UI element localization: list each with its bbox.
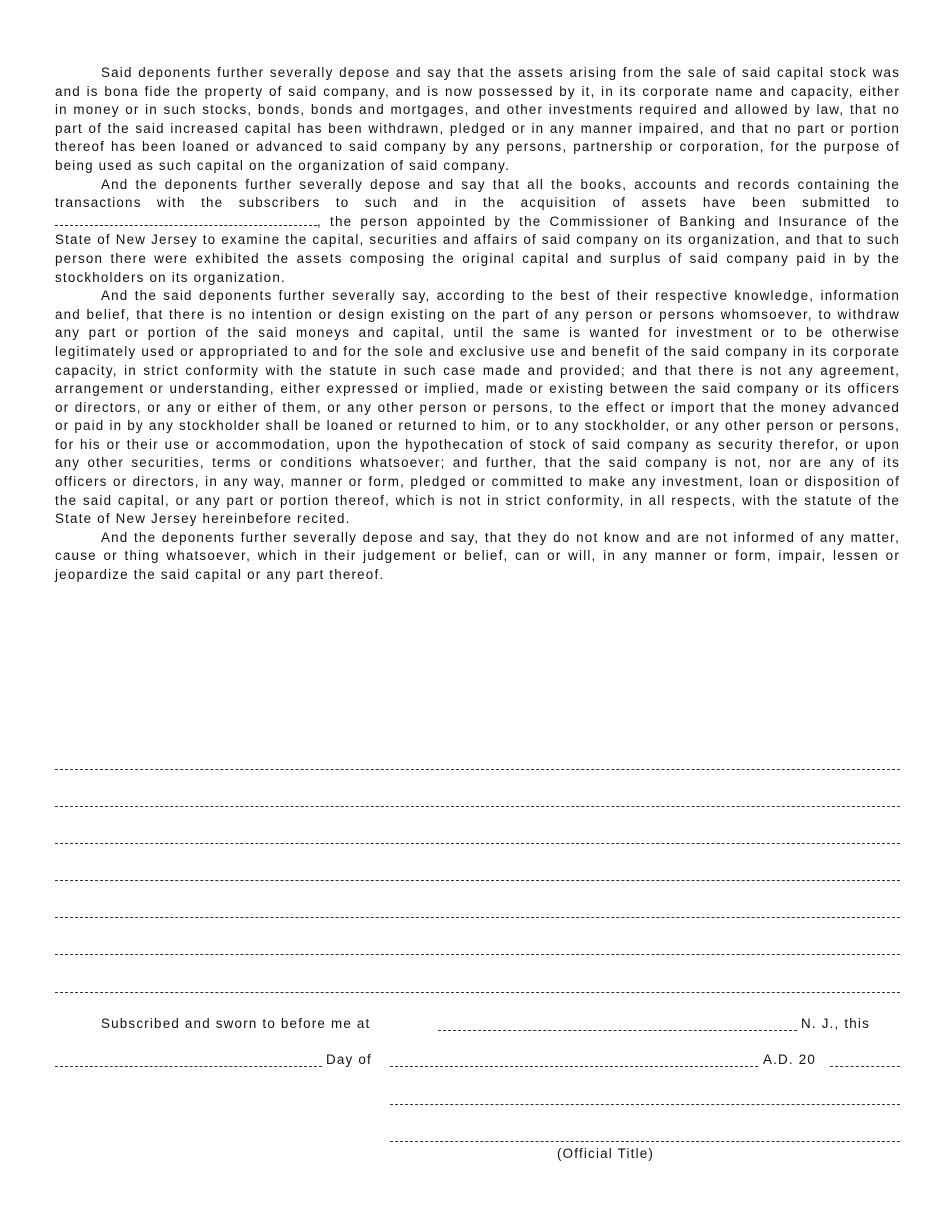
year-blank[interactable]	[830, 1066, 900, 1067]
blank-line[interactable]	[55, 917, 900, 918]
blank-line[interactable]	[55, 806, 900, 807]
examiner-name-blank[interactable]	[55, 214, 317, 226]
paragraph-assets: Said deponents further severally depose and say that the assets arising from the sale of said capital stock was and is bona fide the property of said company, and is now possessed by it, in its corporate name and capacity, either in money or in such stocks, bonds, bonds and mortgages, and other investments required and allowed by law, that no part of the said increased capital has been withdrawn, pledged or in any manner impaired, and that no part or portion thereof has been loaned or advanced to said company by any persons, partnership or corporation, for the purpose of being used as such capital on the organization of said company.	[55, 65, 900, 173]
blank-line[interactable]	[55, 954, 900, 955]
official-title-label: (Official Title)	[557, 1146, 655, 1161]
paragraph-books-records-end: , the person appointed by the Commissioner of Banking and Insurance of the State of New Jersey to examine the capital, securities and affairs of said company on its organization, and that to such person there were exhibited the assets composing the original capital and surplus of said company paid in by the stockholders on its organization.	[55, 213, 900, 285]
paragraph-no-withdrawal: And the said deponents further severally say, according to the best of their respective knowledge, information and belief, that there is no intention or design existing on the part of any person or persons whomsoever, to withdraw any part or portion of the said moneys and capital, until the same is wanted for investment or to be otherwise legitimately used or appropriated to and for the sole and exclusive use and benefit of the said company in its corporate capacity, in strict conformity with the statute in such case made and provided; and that there is not any agreement, arrangement or understanding, either expressed or implied, made or existing between the said company or its officers or directors, or any or either of them, or any other person or persons, to the effect or import that the money advanced or paid in by any stockholder shall be loaned or returned to him, or to any stockholder, or any other person or persons, for his or their use or accommodation, upon the hypothecation of stock of said company as security therefor, or upon any other securities, terms or conditions whatsoever; and further, that the said company is not, nor are any of its officers or directors, in any way, manner or form, pledged or committed to make any investment, loan or disposition of the said capital, or any part or portion thereof, which is not in strict conformity, in all respects, with the statute of the State of New Jersey hereinbefore recited.	[55, 288, 900, 527]
official-title-blank[interactable]	[390, 1141, 900, 1142]
nj-this-label: N. J., this	[801, 1016, 871, 1031]
blank-line[interactable]	[55, 843, 900, 844]
paragraph-no-impairment: And the deponents further severally depose and say, that they do not know and are not informed of any matter, cause or thing whatsoever, which in their judgement or belief, can or will, in any manner or form, impair, lessen or jeopardize the said capital or any part thereof.	[55, 529, 900, 583]
day-blank[interactable]	[55, 1066, 322, 1067]
blank-line[interactable]	[55, 769, 900, 770]
signature-blank[interactable]	[390, 1104, 900, 1105]
day-of-label: Day of	[326, 1052, 372, 1067]
ad-label: A.D. 20	[763, 1052, 817, 1067]
paragraph-books-records-start: And the deponents further severally depose and say that all the books, accounts and records containing the transactions with the subscribers to such and in the acquisition of assets have been submitted to	[55, 176, 900, 211]
affidavit-body	[55, 64, 900, 585]
paragraph-books-records	[55, 176, 900, 288]
location-blank[interactable]	[438, 1030, 797, 1031]
month-blank[interactable]	[390, 1066, 758, 1067]
subscribed-label: Subscribed and sworn to before me at	[101, 1016, 371, 1031]
blank-line[interactable]	[55, 992, 900, 993]
blank-line[interactable]	[55, 880, 900, 881]
